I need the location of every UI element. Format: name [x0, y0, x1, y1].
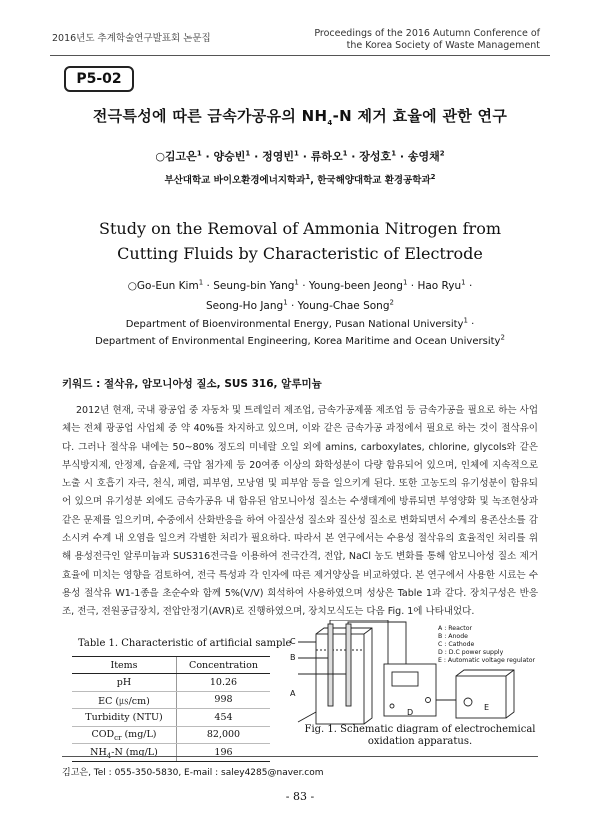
table-header-concentration: Concentration — [176, 657, 270, 674]
korean-title: 전극특성에 따른 금속가공유의 $NH_4-N$ 제거 효율에 관한 연구 — [92, 107, 508, 127]
apparatus-schematic — [288, 620, 558, 735]
table-cell: pH — [72, 674, 176, 692]
page-number: - 83 - — [285, 790, 315, 803]
table-row — [72, 691, 270, 709]
cathode-electrode — [346, 624, 351, 706]
header-right-line1: Proceedings of the 2016 Autumn Conference of — [314, 28, 540, 39]
korean-affiliation: 부산대학교 바이오환경에너지학과$^1$, 한국해양대학교 환경공학과$^2$ — [164, 172, 436, 186]
characteristics-table — [72, 656, 270, 762]
table-cell: 10.26 — [176, 674, 270, 692]
english-title-line1: Study on the Removal of Ammonia Nitrogen from — [99, 219, 501, 238]
table-row — [72, 744, 270, 762]
table-cell: 998 — [176, 691, 270, 709]
wire-anode — [330, 620, 388, 664]
table-header-row — [72, 657, 270, 674]
footnote-rule — [62, 756, 538, 757]
body-text: 2012년 현재, 국내 광공업 중 자동차 및 트레일러 제조업, 금속가공제품 제조업 등 금속가공을 필요로 하는 사업체는 전체 광공업 사업체 중 약 40%를 차지하고 있으며, 이와 같은 금속가공 과정에서 필요로 하는 것이 절삭유이다. 그러나 절삭유 내에는 50~80% 정도의 미네랄 오일 외에 amins, carboxylates, chlorine, glycols와 같은 부식방지제, 안정제, 습윤제, 극압 첨가제 등 20여종 이상의 화학성분이 다량 함유되어 있으며, 인체에 지속적으로 노출 시 호흡기 자극, 천식, 폐렴, 피부염, 모낭염 및 피부암 등을 일으키게 된다. 또한 고농도의 유기성분이 함유되어 있으며 유기성분 외에도 금속가공유 내 함유된 암모니아성 질소는 수생태계에 방류되면 부영양화 및 녹조현상과 같은 문제를 일으키며, 수중에서 산화반응을 하여 아질산성 질소와 질산성 질소로 변화되면서 수계의 용존산소를 감소시켜 수계 내 오염을 일으켜 각별한 처리가 필요하다. 따라서 본 연구에서는 수용성 절삭유의 효율적인 처리를 위해 용성전극인 알루미늄과 SUS316전극을 이용하여 전극간격, 전압, NaCl 농도 변화를 통해 암모니아성 질소 제거 효율에 미치는 영향을 검토하여, 전극 특성과 각 인자에 따른 제거양상을 비교하였다. 본 연구에서 사용한 시료는 수용성 절삭유 W1-1종을 초순수와 함께 5%(V/V) 희석하여 사용하였으며 성상은 Table 1과 같다. 장치구성은 반응조, 전극, 전원공급장치, 전압안정기(AVR)로 진행하였으며, 장치모식도는 다음 Fig. 1에 나타내었다. — [62, 405, 538, 618]
legend-item: D : D.C power supply — [438, 649, 504, 656]
table-row — [72, 726, 270, 744]
table-cell: $NH_4-N$ (mg/L) — [72, 744, 176, 762]
body-paragraph — [62, 402, 538, 622]
reactor-tank — [316, 634, 364, 724]
figure-caption-line2: oxidation apparatus. — [367, 736, 473, 747]
label-d: D — [407, 708, 414, 717]
keywords: 키워드 : 절삭유, 암모니아성 질소, SUS 316, 알루미늄 — [62, 378, 322, 390]
legend-item: B : Anode — [438, 633, 468, 640]
legend-item: E : Automatic voltage regulator — [438, 657, 536, 664]
english-authors: ○Go-Eun Kim$^1$ · Seung-bin Yang$^1$ · Young-been Jeong$^1$ · Hao Ryu$^1$ · Seong-Ho Jang$^1$ · Young-Chae Song$^2$ — [127, 278, 473, 312]
legend-item: A : Reactor — [438, 625, 473, 632]
english-title — [0, 216, 600, 266]
table-header-items: Items — [72, 657, 176, 674]
header-rule — [50, 55, 550, 56]
legend-item: C : Cathode — [438, 641, 475, 648]
label-c: C — [290, 637, 296, 646]
footnote-contact: 김고은, Tel : 055-350-5830, E-mail : saley4285@naver.com — [62, 768, 324, 778]
table-cell: 82,000 — [176, 726, 270, 744]
english-affiliation: Department of Bioenvironmental Energy, Pusan National University$^1$ · Department of Environmental Engineering, Korea Maritime and Ocean University$^2$ — [95, 316, 505, 347]
table-cell: 454 — [176, 709, 270, 727]
table-row — [72, 674, 270, 692]
label-e: E — [484, 703, 490, 712]
table-cell: Turbidity (NTU) — [72, 709, 176, 727]
voltage-regulator — [456, 676, 506, 718]
table-cell: EC (㎲/cm) — [72, 691, 176, 709]
label-a: A — [290, 689, 296, 698]
table-cell: 196 — [176, 744, 270, 762]
figure-caption — [300, 724, 540, 748]
header-right — [240, 28, 540, 52]
english-title-line2: Cutting Fluids by Characteristic of Electrode — [117, 244, 483, 263]
korean-authors: ○김고은$^1$ · 양승빈$^1$ · 정영빈$^1$ · 류하오$^1$ · 장성호$^1$ · 송영채$^2$ — [155, 149, 445, 163]
header-right-line2: the Korea Society of Waste Management — [346, 40, 540, 51]
anode-electrode — [328, 624, 333, 706]
label-b: B — [290, 653, 296, 662]
figure-caption-line1: Fig. 1. Schematic diagram of electrochemical — [304, 724, 536, 735]
table-row — [72, 709, 270, 727]
paper-id-badge: P5-02 — [64, 66, 134, 92]
table-cell: $COD_{cr}$ (mg/L) — [72, 726, 176, 744]
header-left: 2016년도 추계학술연구발표회 논문집 — [52, 33, 211, 44]
table-caption: Table 1. Characteristic of artificial sample — [78, 638, 292, 649]
